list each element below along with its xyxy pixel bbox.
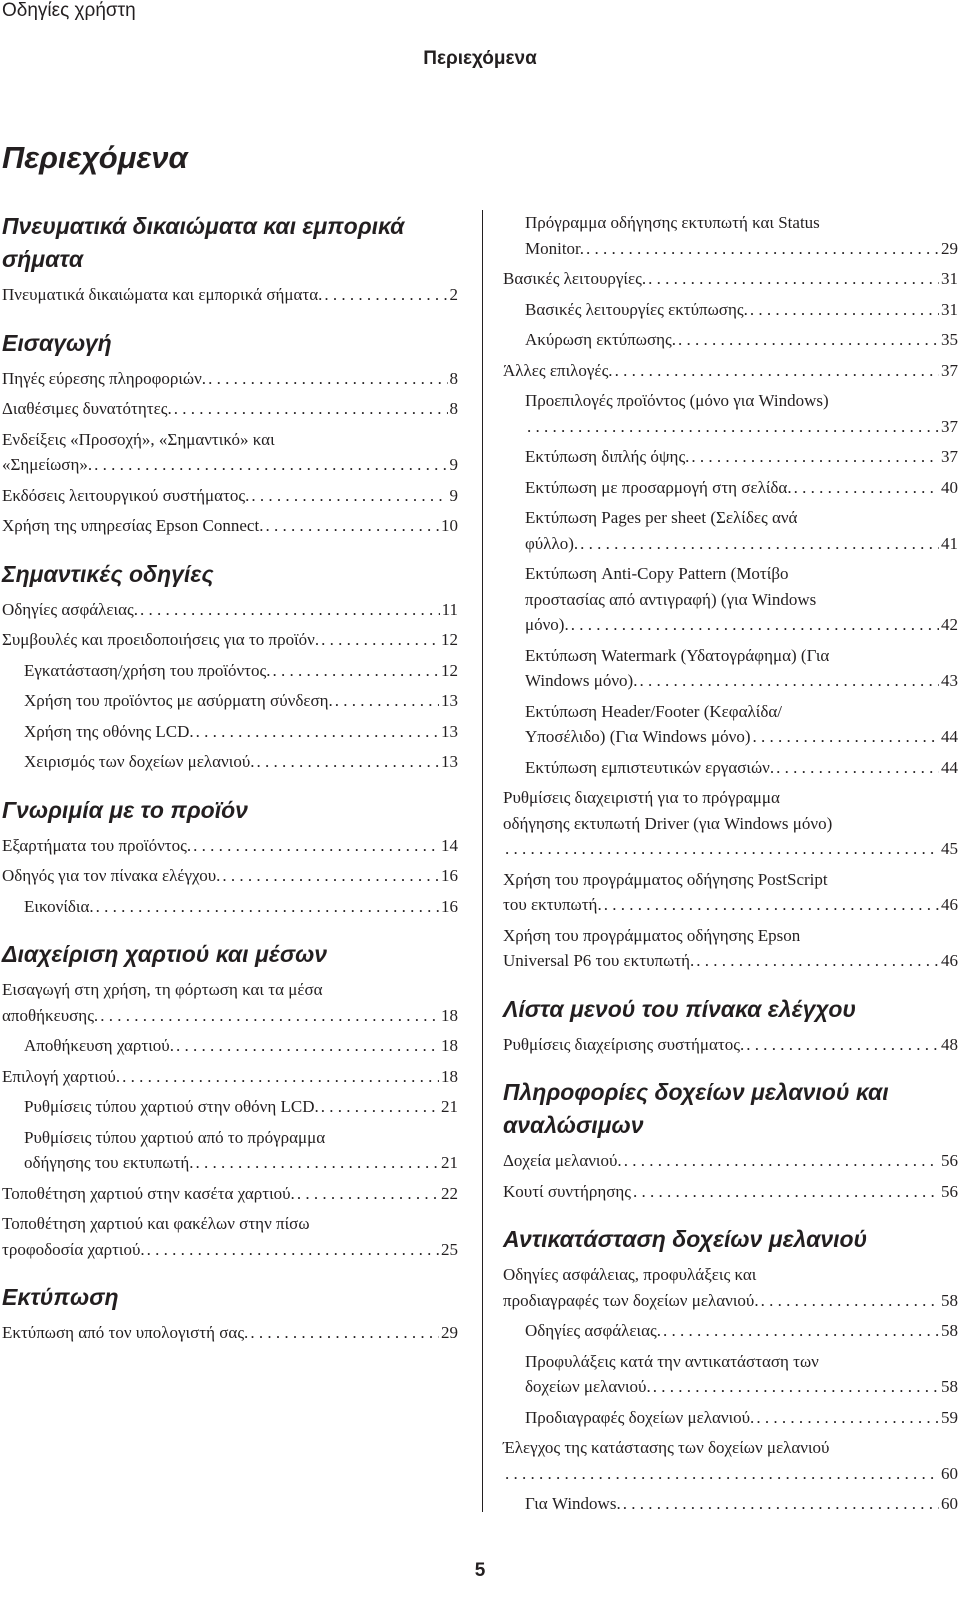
toc-entry-leader-row [503,1148,958,1174]
dot-leader [174,396,448,422]
dot-leader [94,452,447,478]
toc-entry[interactable] [2,513,458,544]
toc-entry-line: Εκτύπωση Watermark (Υδατογράφημα) (Για [525,645,830,665]
toc-entry-text: Universal P6 του εκτυπωτή. [503,951,695,970]
toc-page-number: 16 [441,866,458,885]
toc-entry[interactable] [503,561,958,643]
toc-entry[interactable] [2,282,458,313]
toc-page-number: 42 [941,615,958,634]
toc-entry-line: Εκτύπωση Header/Footer (Κεφαλίδα/ [525,701,782,721]
toc-section [503,1223,958,1522]
toc-entry[interactable] [503,1262,958,1318]
dot-leader [257,749,440,775]
toc-entry-leader-row [503,892,958,918]
dot-leader [527,414,939,440]
toc-entry-leader-row [24,1094,458,1120]
dot-leader [250,1320,439,1346]
toc-entry-text: Για Windows. [525,1494,621,1513]
toc-page-number: 9 [449,455,458,474]
toc-page-number: 58 [941,1377,958,1396]
toc-entry-text: Πνευματικά δικαιώματα και εμπορικά σήματα. [2,285,323,304]
toc-entry-line: Εκτύπωση Anti-Copy Pattern (Μοτίβο [525,564,789,583]
toc-page-number: 10 [441,516,458,535]
toc-entry[interactable] [503,867,958,923]
dot-leader [750,297,939,323]
dot-leader [196,719,439,745]
toc-entry-text: Βασικές λειτουργίες. [503,269,647,288]
toc-page-number: 8 [449,399,458,418]
toc-entry[interactable] [503,1435,958,1491]
toc-entry-leader-row [525,1491,958,1517]
dot-leader [696,948,939,974]
toc-entry-text: Βασικές λειτουργίες εκτύπωσης. [525,299,748,319]
column-divider [482,210,483,1512]
toc-page-number: 13 [441,752,458,771]
toc-page-number: 11 [441,599,458,619]
toc-page-number: 29 [941,238,958,258]
toc-entry[interactable] [2,719,458,750]
dot-leader [571,612,939,638]
toc-entry[interactable] [503,297,958,328]
toc-page-number: 13 [441,691,458,710]
toc-entry-leader-row [503,1032,958,1058]
toc-section [2,327,458,544]
toc-section [2,794,458,925]
toc-entry-line: Ρυθμίσεις τύπου χαρτιού από το πρόγραμμα [24,1127,326,1147]
toc-entry[interactable] [503,505,958,561]
toc-entry[interactable] [503,210,958,266]
section-title: Διαχείριση χαρτιού και μέσων [2,941,328,967]
page-title: Περιεχόμενα [2,140,188,175]
toc-entry[interactable] [503,1491,958,1522]
toc-entry-text: Υποσέλιδο) (Για Windows μόνο) [525,727,751,746]
toc-page-number: 21 [441,1097,458,1116]
toc-entry-text: Χρήση της οθόνης LCD. [24,721,194,741]
toc-page-number: 9 [449,485,458,505]
toc-entry-leader-row [24,658,458,684]
dot-leader [653,1374,939,1400]
dot-leader [324,282,447,308]
toc-entry-leader-row [2,597,458,623]
toc-entry-text: αποθήκευσης. [2,1005,99,1025]
toc-entry-leader-row [2,863,458,889]
toc-entry[interactable] [2,833,458,864]
toc-page-number: 29 [441,1323,458,1342]
toc-entry-text: οδήγησης του εκτυπωτή. [24,1153,194,1172]
toc-entry-line: Τοποθέτηση χαρτιού και φακέλων στην πίσω [2,1214,310,1233]
toc-entry-leader-row [525,1374,958,1400]
dot-leader [273,658,440,684]
toc-entry[interactable] [503,327,958,358]
toc-entry-text: Τοποθέτηση χαρτιού στην κασέτα χαρτιού. [2,1183,295,1203]
toc-entry[interactable] [2,1181,458,1212]
toc-entry[interactable] [2,1211,458,1267]
toc-entry-leader-row [525,297,958,323]
toc-entry-text: Monitor. [525,238,585,258]
toc-entry-leader-row [2,1181,458,1207]
dot-leader [505,1461,939,1487]
toc-entry-leader-row [525,475,958,501]
toc-entry-text: Δοχεία μελανιού. [503,1151,622,1170]
toc-page-number: 58 [941,1321,958,1340]
dot-leader [505,836,939,862]
toc-entry-leader-row [24,749,458,775]
dot-leader [648,266,939,292]
toc-page-number: 37 [941,360,958,380]
toc-page-number: 56 [941,1151,958,1170]
toc-entry[interactable] [503,699,958,755]
toc-entry-line: Προφυλάξεις κατά την αντικατάσταση των [525,1351,819,1371]
toc-entry[interactable] [503,444,958,475]
toc-page-number: 12 [441,630,458,649]
toc-page-number: 37 [941,447,958,466]
toc-section [503,210,958,979]
toc-entry-leader-row [503,948,958,974]
section-title: Αντικατάσταση δοχείων μελανιού [503,1226,868,1252]
toc-page-number: 46 [941,951,958,970]
dot-leader [615,358,939,384]
dot-leader [335,688,439,714]
toc-page-number: 14 [441,835,458,855]
dot-leader [586,236,939,262]
toc-entry-line: οδήγησης εκτυπωτή Driver (για Windows μόνο) [503,813,833,833]
dot-leader [297,1181,439,1207]
toc-entry[interactable] [2,894,458,925]
toc-entry-leader-row [525,531,958,557]
toc-entry-leader-row [503,1179,958,1205]
toc-entry-text: Εκτύπωση διπλής όψης. [525,447,690,466]
toc-entry-leader-row [525,1405,958,1431]
toc-entry-leader-row [2,282,458,308]
toc-entry[interactable] [2,396,458,427]
toc-entry-leader-row [525,444,958,470]
dot-leader [746,1032,939,1058]
toc-entry-text: προδιαγραφές των δοχείων μελανιού. [503,1290,759,1310]
dot-leader [193,833,439,859]
section-title: Γνωριμία με το προϊόν [2,796,248,823]
toc-entry-text: Εκτύπωση με προσαρμογή στη σελίδα. [525,477,792,497]
toc-entry-leader-row [2,627,458,653]
dot-leader [691,444,939,470]
toc-page-number: 59 [941,1407,958,1427]
toc-entry-leader-row [2,1003,458,1029]
toc-entry-text: του εκτυπωτή. [503,895,602,914]
toc-entry-line: Εισαγωγή στη χρήση, τη φόρτωση και τα μέσα [2,980,323,999]
toc-entry-leader-row [503,1461,958,1487]
running-header: Οδηγίες χρήστη [2,0,136,21]
toc-entry-leader-row [24,1033,458,1059]
toc-entry-leader-row [525,414,958,440]
toc-entry-leader-row [2,483,458,509]
toc-page-number: 37 [941,416,958,436]
toc-entry[interactable] [2,427,458,483]
toc-entry[interactable] [2,863,458,894]
toc-entry-leader-row [503,358,958,384]
dot-leader [623,1491,939,1517]
toc-entry-text: Χρήση του προϊόντος με ασύρματη σύνδεση. [24,691,333,710]
toc-entry-line: Εκτύπωση Pages per sheet (Σελίδες ανά [525,508,798,527]
toc-entry-text: Οδηγίες ασφάλειας. [525,1321,662,1340]
dot-leader [208,366,447,392]
dot-leader [761,1288,939,1314]
toc-entry-line: Ενδείξεις «Προσοχή», «Σημαντικό» και [2,429,275,449]
toc-entry-leader-row [2,396,458,422]
toc-entry-line: Πρόγραμμα οδήγησης εκτυπωτή και Status [525,213,820,232]
toc-page-number: 60 [941,1463,958,1483]
toc-entry-text: Οδηγός για τον πίνακα ελέγχου. [2,866,221,885]
dot-leader [321,1094,439,1120]
toc-entry-leader-row [525,236,958,262]
toc-entry-leader-row [2,366,458,392]
toc-section [503,1076,958,1209]
toc-page-number: 16 [441,896,458,916]
toc-entry-text: «Σημείωση». [2,455,93,474]
toc-entry-line: Ρυθμίσεις διαχειριστή για το πρόγραμμα [503,788,780,807]
toc-entry-leader-row [503,836,958,862]
toc-entry-leader-row [24,688,458,714]
toc-entry[interactable] [2,977,458,1033]
toc-entry-line: Έλεγχος της κατάστασης των δοχείων μελανιού [503,1438,830,1457]
toc-entry-text: Εκτύπωση εμπιστευτικών εργασιών. [525,757,775,777]
toc-entry-text: Χρήση της υπηρεσίας Epson Connect. [2,516,264,535]
toc-entry-leader-row [525,668,958,694]
toc-entry-text: Εξαρτήματα του προϊόντος. [2,835,192,855]
toc-right-column [503,210,958,1536]
toc-entry[interactable] [2,1094,458,1125]
dot-leader [624,1148,939,1174]
dot-leader [122,1064,439,1090]
dot-leader [140,597,440,623]
toc-entry[interactable] [2,627,458,658]
dot-leader [96,894,439,920]
toc-entry-text: Άλλες επιλογές. [503,360,613,380]
toc-page-number: 45 [941,839,958,858]
toc-entry[interactable] [503,1032,958,1063]
toc-entry-text: Εικονίδια. [24,896,94,916]
toc-page-number: 18 [441,1036,458,1055]
dot-leader [633,1179,939,1205]
dot-leader [147,1237,439,1263]
toc-entry-text: Εγκατάσταση/χρήση του προϊόντος. [24,660,271,680]
dot-leader [753,724,939,750]
toc-page-number: 2 [449,285,458,304]
toc-entry[interactable] [2,597,458,628]
toc-entry[interactable] [2,366,458,397]
dot-leader [321,627,439,653]
toc-entry-line: Προεπιλογές προϊόντος (μόνο για Windows) [525,391,829,410]
toc-page-number: 18 [441,1005,458,1025]
toc-entry-text: Προδιαγραφές δοχείων μελανιού. [525,1407,755,1427]
toc-entry[interactable] [503,358,958,389]
toc-entry-leader-row [525,724,958,750]
dot-leader [222,863,439,889]
toc-entry[interactable] [503,475,958,506]
toc-entry-text: δοχείων μελανιού. [525,1377,651,1396]
dot-leader [678,327,939,353]
toc-page-number: 58 [941,1290,958,1310]
toc-entry-leader-row [503,266,958,292]
header-title: Περιεχόμενα [423,48,537,69]
toc-entry[interactable] [503,388,958,444]
toc-entry-text: Ακύρωση εκτύπωσης. [525,330,676,349]
toc-section [2,1281,458,1351]
toc-page-number: 48 [941,1034,958,1054]
toc-page-number: 8 [449,368,458,388]
toc-entry-leader-row [2,1237,458,1263]
dot-leader [251,483,447,509]
toc-page-number: 44 [941,727,958,746]
toc-entry-text: Εκδόσεις λειτουργικού συστήματος. [2,485,250,505]
toc-section [2,938,458,1267]
toc-page-number: 44 [941,757,958,777]
section-title: Εισαγωγή [2,329,112,356]
toc-entry-line: Χρήση του προγράμματος οδήγησης Epson [503,925,801,945]
dot-leader [776,755,939,781]
toc-entry-line: Χρήση του προγράμματος οδήγησης PostScript [503,869,828,889]
dot-leader [580,531,939,557]
toc-section [503,993,958,1063]
toc-entry-leader-row [2,452,458,478]
toc-page-number: 21 [441,1153,458,1172]
toc-entry-text: Πηγές εύρεσης πληροφοριών. [2,368,207,388]
toc-entry-text: Windows μόνο). [525,671,638,690]
toc-entry-text: Διαθέσιμες δυνατότητες. [2,399,172,418]
toc-entry-text: Χειρισμός των δοχείων μελανιού. [24,752,255,771]
dot-leader [639,668,939,694]
toc-entry[interactable] [503,643,958,699]
toc-page-number: 60 [941,1494,958,1513]
toc-entry-text: Αποθήκευση χαρτιού. [24,1036,174,1055]
toc-entry-text: τροφοδοσία χαρτιού. [2,1239,145,1259]
dot-leader [794,475,939,501]
toc-entry-leader-row [525,327,958,353]
toc-entry-leader-row [24,719,458,745]
toc-page-number: 56 [941,1181,958,1201]
toc-entry-text: Επιλογή χαρτιού. [2,1066,121,1086]
toc-entry-text: Ρυθμίσεις διαχείρισης συστήματος. [503,1034,745,1054]
toc-entry-leader-row [2,833,458,859]
toc-entry-text: Οδηγίες ασφάλειας. [2,599,139,619]
toc-left-column [2,210,458,1365]
toc-page-number: 12 [441,660,458,680]
toc-entry-leader-row [2,1064,458,1090]
toc-entry-text: Εκτύπωση από τον υπολογιστή σας. [2,1323,249,1342]
dot-leader [196,1150,439,1176]
section-title: Σημαντικές οδηγίες [2,560,214,587]
toc-entry[interactable] [2,749,458,780]
toc-page-number: 46 [941,895,958,914]
dot-leader [265,513,439,539]
toc-page-number: 22 [441,1183,458,1203]
toc-section [2,558,458,780]
toc-page-number: 43 [941,671,958,690]
toc-entry-line: προστασίας από αντιγραφή) (για Windows [525,589,817,609]
toc-page-number: 31 [941,269,958,288]
toc-entry[interactable] [2,1320,458,1351]
toc-entry-text: Ρυθμίσεις τύπου χαρτιού στην οθόνη LCD. [24,1097,319,1116]
section-title: Πληροφορίες δοχείων μελανιού και αναλώσιμων [503,1079,889,1138]
toc-entry[interactable] [503,1179,958,1210]
toc-entry[interactable] [503,1405,958,1436]
toc-entry[interactable] [2,688,458,719]
dot-leader [176,1033,439,1059]
toc-entry[interactable] [2,1033,458,1064]
toc-page-number: 31 [941,299,958,319]
dot-leader [756,1405,939,1431]
toc-entry-leader-row [24,1150,458,1176]
toc-entry-leader-row [24,894,458,920]
toc-page-number: 35 [941,330,958,349]
toc-entry[interactable] [503,923,958,979]
toc-entry-leader-row [525,755,958,781]
section-title: Εκτύπωση [2,1284,119,1310]
page-number: 5 [474,1560,486,1581]
section-title: Πνευματικά δικαιώματα και εμπορικά σήματα [2,213,405,272]
toc-page-number: 41 [941,533,958,553]
toc-entry[interactable] [503,1148,958,1179]
toc-section [2,210,458,313]
toc-entry-text: μόνο). [525,615,569,634]
toc-entry[interactable] [503,1318,958,1349]
toc-entry-text: Κουτί συντήρησης [503,1181,631,1201]
toc-entry-text: φύλλο). [525,533,579,553]
toc-page-number: 18 [441,1066,458,1086]
dot-leader [663,1318,939,1344]
toc-entry-leader-row [525,612,958,638]
toc-entry-leader-row [2,1320,458,1346]
toc-entry[interactable] [503,266,958,297]
toc-entry-text: Συμβουλές και προειδοποιήσεις για το προϊόν. [2,630,320,649]
toc-entry[interactable] [503,755,958,786]
toc-entry[interactable] [2,1064,458,1095]
toc-entry-leader-row [2,513,458,539]
toc-entry[interactable] [2,483,458,514]
toc-entry-leader-row [525,1318,958,1344]
toc-page-number: 25 [441,1239,458,1259]
toc-entry[interactable] [503,785,958,867]
toc-entry[interactable] [2,658,458,689]
dot-leader [100,1003,439,1029]
toc-page-number: 40 [941,477,958,497]
section-title: Λίστα μενού του πίνακα ελέγχου [503,995,857,1022]
toc-entry-leader-row [503,1288,958,1314]
toc-entry[interactable] [2,1125,458,1181]
dot-leader [604,892,939,918]
toc-page-number: 13 [441,721,458,741]
toc-entry-line: Οδηγίες ασφάλειας, προφυλάξεις και [503,1265,757,1284]
toc-entry[interactable] [503,1349,958,1405]
